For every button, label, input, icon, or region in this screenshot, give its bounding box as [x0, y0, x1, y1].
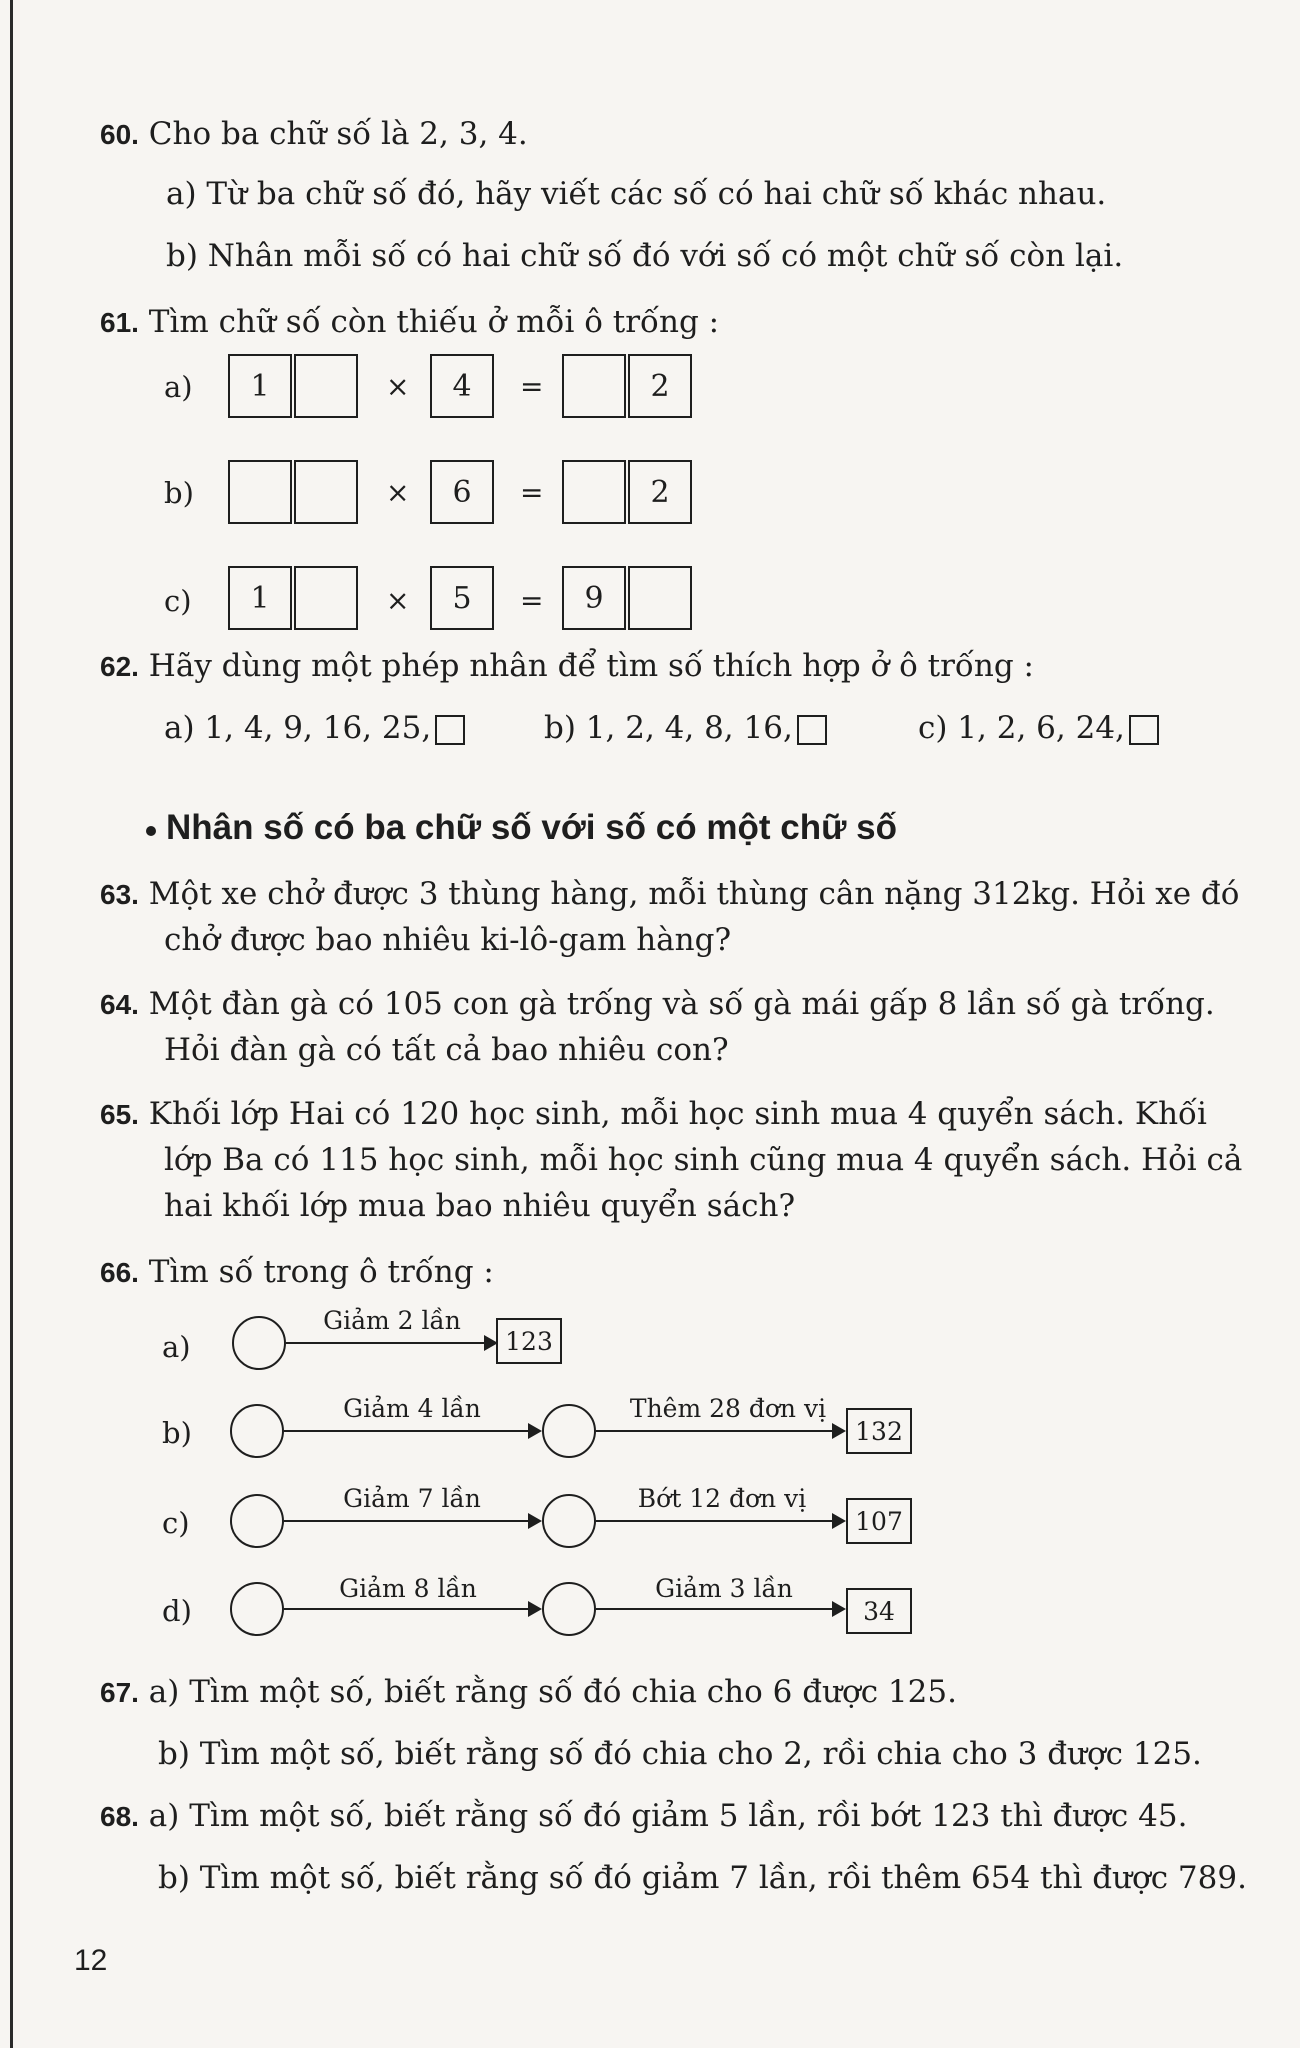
- times-sign: ×: [386, 476, 410, 509]
- operation-label: Giảm 8 lần: [339, 1574, 477, 1603]
- row-label: d): [162, 1594, 192, 1628]
- arrow-icon: [832, 1423, 846, 1439]
- answer-circle[interactable]: [230, 1404, 284, 1458]
- page-binding-edge: [10, 0, 13, 2048]
- equals-sign: =: [520, 476, 544, 509]
- sequence-b: [544, 710, 827, 746]
- operation-label: Giảm 2 lần: [323, 1306, 461, 1335]
- digit-box[interactable]: 2: [628, 354, 692, 418]
- answer-circle[interactable]: [542, 1494, 596, 1548]
- problem-60-b: b) Nhân mỗi số có hai chữ số đó với số có một chữ số còn lại.: [166, 238, 1124, 274]
- operation-label: Giảm 4 lần: [343, 1394, 481, 1423]
- answer-circle[interactable]: [230, 1494, 284, 1548]
- problem-64: [100, 986, 1215, 1022]
- problem-text: Cho ba chữ số là 2, 3, 4.: [148, 116, 528, 152]
- problem-60-a: a) Từ ba chữ số đó, hãy viết các số có hai chữ số khác nhau.: [166, 176, 1107, 212]
- digit-box[interactable]: [294, 354, 358, 418]
- multiplier-box: 5: [430, 566, 494, 630]
- problem-64-line2: Hỏi đàn gà có tất cả bao nhiêu con?: [164, 1032, 729, 1068]
- arrow-line: [596, 1430, 834, 1432]
- problem-62: [100, 648, 1034, 684]
- result-box: 107: [846, 1498, 912, 1544]
- problem-66: [100, 1254, 494, 1290]
- digit-box[interactable]: 9: [562, 566, 626, 630]
- problem-number: 67.: [100, 1677, 139, 1708]
- problem-65-line2: lớp Ba có 115 học sinh, mỗi học sinh cũng mua 4 quyển sách. Hỏi cả: [164, 1142, 1243, 1178]
- problem-68-b: b) Tìm một số, biết rằng số đó giảm 7 lần, rồi thêm 654 thì được 789.: [158, 1860, 1247, 1896]
- answer-box[interactable]: [797, 715, 827, 745]
- row-label: b): [164, 476, 194, 510]
- arrow-line: [596, 1520, 834, 1522]
- result-box: 34: [846, 1588, 912, 1634]
- sequence-a: [164, 710, 465, 746]
- problem-number: 68.: [100, 1801, 139, 1832]
- problem-number: 61.: [100, 307, 139, 338]
- answer-box[interactable]: [1129, 715, 1159, 745]
- result-box: 132: [846, 1408, 912, 1454]
- row-label: a): [164, 370, 193, 404]
- sequence-c: [918, 710, 1159, 746]
- times-sign: ×: [386, 370, 410, 403]
- digit-box[interactable]: 2: [628, 460, 692, 524]
- digit-box[interactable]: [294, 566, 358, 630]
- section-heading: Nhân số có ba chữ số với số có một chữ số: [166, 808, 897, 847]
- problem-65-line3: hai khối lớp mua bao nhiêu quyển sách?: [164, 1188, 796, 1224]
- problem-text: Một đàn gà có 105 con gà trống và số gà mái gấp 8 lần số gà trống.: [148, 986, 1215, 1022]
- arrow-icon: [832, 1513, 846, 1529]
- problem-number: 66.: [100, 1257, 139, 1288]
- answer-box[interactable]: [435, 715, 465, 745]
- arrow-line: [284, 1608, 530, 1610]
- problem-text: Một xe chở được 3 thùng hàng, mỗi thùng cân nặng 312kg. Hỏi xe đó: [148, 876, 1240, 912]
- problem-60: [100, 116, 528, 152]
- problem-text: a) Tìm một số, biết rằng số đó chia cho 6 được 125.: [148, 1674, 957, 1710]
- answer-circle[interactable]: [230, 1582, 284, 1636]
- answer-circle[interactable]: [542, 1404, 596, 1458]
- problem-63-line2: chở được bao nhiêu ki-lô-gam hàng?: [164, 922, 732, 958]
- row-label: c): [164, 584, 192, 618]
- multiplier-box: 4: [430, 354, 494, 418]
- problem-text: a) Tìm một số, biết rằng số đó giảm 5 lần, rồi bớt 123 thì được 45.: [148, 1798, 1188, 1834]
- problem-number: 62.: [100, 651, 139, 682]
- page-number: 12: [74, 1944, 108, 1977]
- bullet-icon: [146, 826, 156, 836]
- problem-text: Tìm chữ số còn thiếu ở mỗi ô trống :: [148, 304, 720, 340]
- problem-text: Hãy dùng một phép nhân để tìm số thích hợp ở ô trống :: [148, 648, 1034, 684]
- digit-box[interactable]: [294, 460, 358, 524]
- multiplier-box: 6: [430, 460, 494, 524]
- row-label: a): [162, 1330, 191, 1364]
- result-box: 123: [496, 1318, 562, 1364]
- sequence-text: b) 1, 2, 4, 8, 16,: [544, 710, 793, 746]
- problem-number: 63.: [100, 879, 139, 910]
- sequence-text: a) 1, 4, 9, 16, 25,: [164, 710, 432, 746]
- equals-sign: =: [520, 370, 544, 403]
- arrow-icon: [528, 1601, 542, 1617]
- problem-68: [100, 1798, 1187, 1834]
- operation-label: Bớt 12 đơn vị: [637, 1484, 807, 1513]
- row-label: b): [162, 1416, 192, 1450]
- problem-67: [100, 1674, 957, 1710]
- times-sign: ×: [386, 584, 410, 617]
- equals-sign: =: [520, 584, 544, 617]
- sequence-text: c) 1, 2, 6, 24,: [918, 710, 1125, 746]
- digit-box[interactable]: [562, 460, 626, 524]
- problem-61: [100, 304, 719, 340]
- arrow-line: [596, 1608, 834, 1610]
- operation-label: Giảm 3 lần: [655, 1574, 793, 1603]
- arrow-line: [284, 1520, 530, 1522]
- digit-box[interactable]: [228, 460, 292, 524]
- arrow-icon: [528, 1513, 542, 1529]
- arrow-icon: [528, 1423, 542, 1439]
- problem-63: [100, 876, 1239, 912]
- digit-box[interactable]: [628, 566, 692, 630]
- problem-number: 60.: [100, 119, 139, 150]
- problem-number: 65.: [100, 1099, 139, 1130]
- problem-number: 64.: [100, 989, 139, 1020]
- answer-circle[interactable]: [232, 1316, 286, 1370]
- arrow-line: [284, 1430, 530, 1432]
- digit-box[interactable]: [562, 354, 626, 418]
- digit-box[interactable]: 1: [228, 354, 292, 418]
- answer-circle[interactable]: [542, 1582, 596, 1636]
- arrow-icon: [832, 1601, 846, 1617]
- arrow-line: [286, 1342, 486, 1344]
- row-label: c): [162, 1506, 190, 1540]
- problem-65: [100, 1096, 1207, 1132]
- operation-label: Thêm 28 đơn vị: [629, 1394, 827, 1423]
- problem-67-b: b) Tìm một số, biết rằng số đó chia cho 2, rồi chia cho 3 được 125.: [158, 1736, 1202, 1772]
- operation-label: Giảm 7 lần: [343, 1484, 481, 1513]
- digit-box[interactable]: 1: [228, 566, 292, 630]
- problem-text: Tìm số trong ô trống :: [148, 1254, 494, 1290]
- problem-text: Khối lớp Hai có 120 học sinh, mỗi học sinh mua 4 quyển sách. Khối: [148, 1096, 1207, 1132]
